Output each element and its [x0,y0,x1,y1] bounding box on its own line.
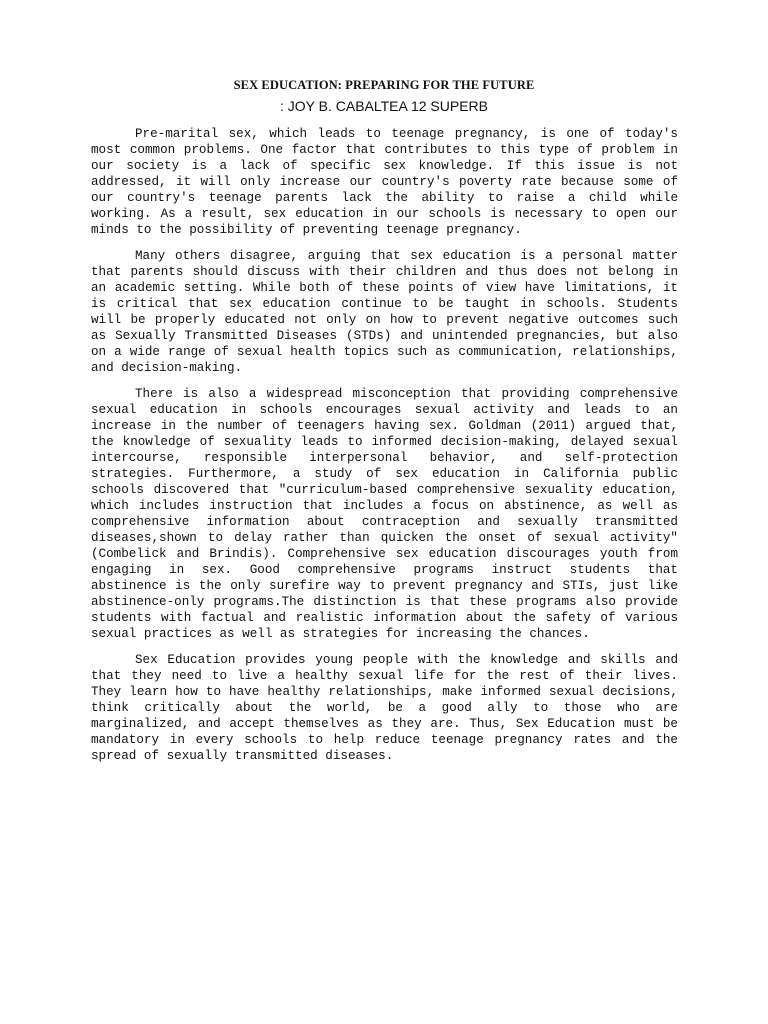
paragraph-3: There is also a widespread misconception that providing comprehensive sexual education in schools encourages sexual activity and leads to an increase in the number of teenagers having sex. Goldman (2011) argued that, the knowledge of sexuality leads to informed decision-making, delayed sexual intercourse, responsible interpersonal behavior, and self-protection strategies. Furthermore, a study of sex education in California public schools discovered that "curriculum-based comprehensive sexuality education, which includes instruction that includes a focus on abstinence, as well as comprehensive information about contraception and sexually transmitted diseases,shown to delay rather than quicken the onset of sexual activity" (Combelick and Brindis). Comprehensive sex education discourages youth from engaging in sex. Good comprehensive programs instruct students that abstinence is the only surefire way to prevent pregnancy and STIs, just like abstinence-only programs.The distinction is that these programs also provide students with factual and realistic information about the safety of various sexual practices as well as strategies for increasing the chances. [91,387,678,641]
document-title: SEX EDUCATION: PREPARING FOR THE FUTURE [233,78,535,92]
paragraph-4: Sex Education provides young people with the knowledge and skills and that they need to live a healthy sexual life for the rest of their lives. They learn how to have healthy relationships, make informed sexual decisions, think critically about the world, be a good ally to those who are marginalized, and accept themselves as they are. Thus, Sex Education must be mandatory in every schools to help reduce teenage pregnancy rates and the spread of sexually transmitted diseases. [91,653,678,763]
document-author: : JOY B. CABALTEA 12 SUPERB [279,98,488,114]
paragraph-2: Many others disagree, arguing that sex education is a personal matter that parents should discuss with their children and thus does not belong in an academic setting. While both of these points of view have limitations, it is critical that sex education continue to be taught in schools. Students will be properly educated not only on how to prevent negative outcomes such as Sexually Transmitted Diseases (STDs) and unintended pregnancies, but also on a wide range of sexual health topics such as communication, relationships, and decision-making. [91,249,678,375]
paragraph-1: Pre-marital sex, which leads to teenage pregnancy, is one of today's most common problems. One factor that contributes to this type of problem in our society is a lack of specific sex knowledge. If this issue is not addressed, it will only increase our country's poverty rate because some of our country's teenage parents lack the ability to raise a child while working. As a result, sex education in our schools is necessary to open our minds to the possibility of preventing teenage pregnancy. [91,127,678,237]
document-body [91,126,678,764]
